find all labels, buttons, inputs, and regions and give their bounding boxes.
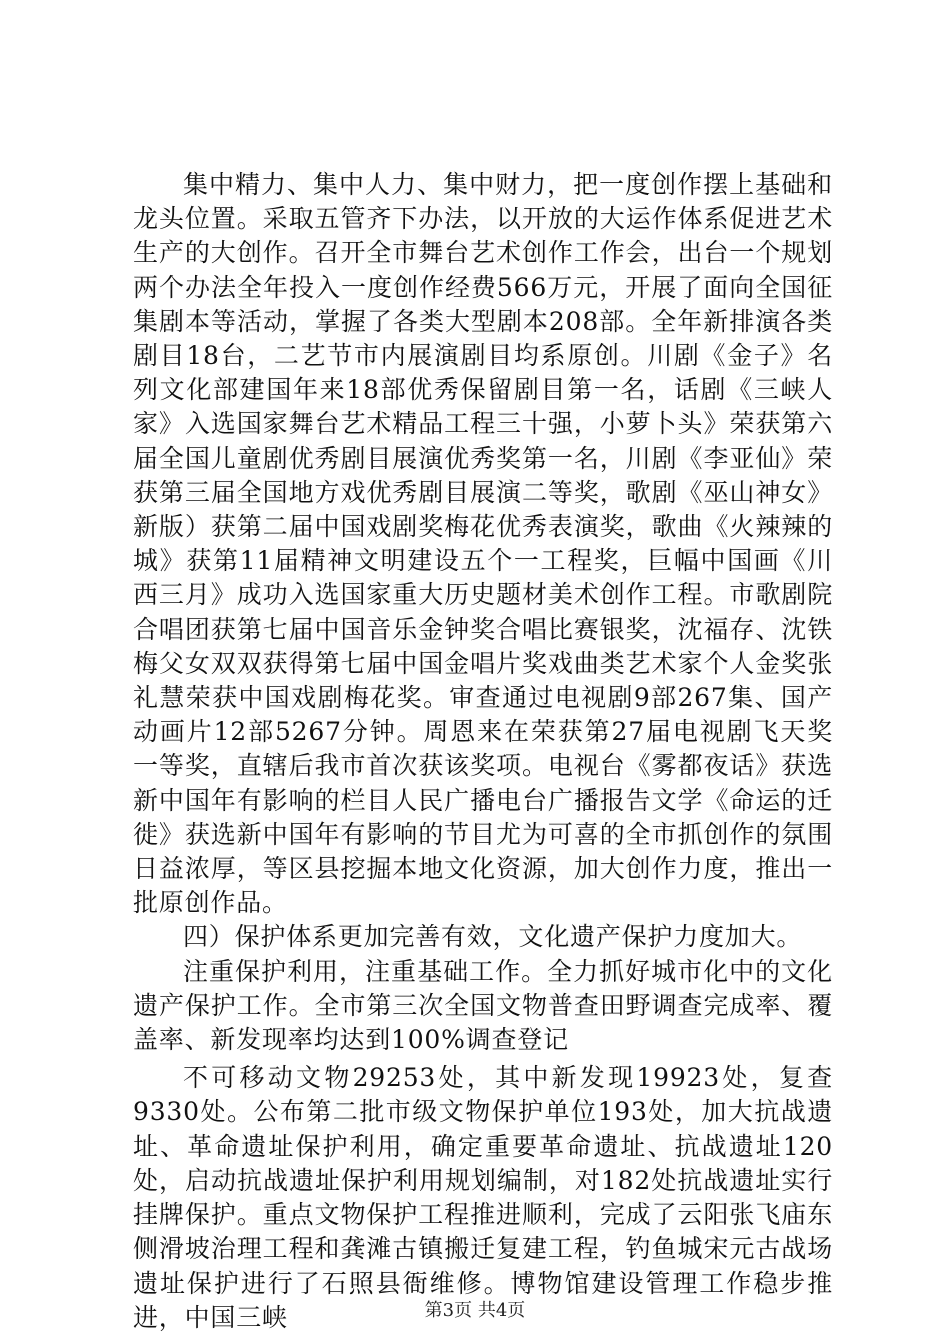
paragraph-heritage-survey: 注重保护利用，注重基础工作。全力抓好城市化中的文化遗产保护工作。全市第三次全国文物普查田野调查完成率、覆盖率、新发现率均达到100%调查登记 — [133, 956, 833, 1055]
paragraph-immovable-relics: 不可移动文物29253处，其中新发现19923处，复查9330处。公布第二批市级文物保护单位193处，加大抗战遗址、革命遗址保护利用，确定重要革命遗址、抗战遗址120处，启动抗战遗址保护利用规划编制，对182处抗战遗址实行挂牌保护。重点文物保护工程推进顺利，完成了云阳张飞庙东侧滑坡治理工程和龚滩古镇搬迁复建工程，钓鱼城宋元古战场遗址保护进行了石照县衙维修。博物馆建设管理工作稳步推进，中国三峡 — [133, 1063, 833, 1332]
page-footer: 第3页 共4页 — [424, 1300, 526, 1321]
paragraph-heading-protection: 四）保护体系更加完善有效，文化遗产保护力度加大。 — [183, 922, 803, 952]
paragraph-creation: 集中精力、集中人力、集中财力，把一度创作摆上基础和龙头位置。采取五管齐下办法，以开放的大运作体系促进艺术生产的大创作。召开全市舞台艺术创作工作会，出台一个规划两个办法全年投入一度创作经费566万元，开展了面向全国征集剧本等活动，掌握了各类大型剧本208部。全年新排演各类剧目18台，二艺节市内展演剧目均系原创。川剧《金子》名列文化部建国年来18部优秀保留剧目第一名，话剧《三峡人家》入选国家舞台艺术精品工程三十强，小萝卜头》荣获第六届全国儿童剧优秀剧目展演优秀奖第一名，川剧《李亚仙》荣获第三届全国地方戏优秀剧目展演二等奖，歌剧《巫山神女》新版）获第二届中国戏剧奖梅花优秀表演奖，歌曲《火辣辣的城》获第11届精神文明建设五个一工程奖，巨幅中国画《川西三月》成功入选国家重大历史题材美术创作工程。市歌剧院合唱团获第七届中国音乐金钟奖合唱比赛银奖，沈福存、沈铁梅父女双双获得第七届中国金唱片奖戏曲类艺术家个人金奖张礼慧荣获中国戏剧梅花奖。审查通过电视剧9部267集、国产动画片12部5267分钟。周恩来在荣获第27届电视剧飞天奖一等奖，直辖后我市首次获该奖项。电视台《雾都夜话》获选新中国年有影响的栏目人民广播电台广播报告文学《命运的迁徙》获选新中国年有影响的节目尤为可喜的全市抓创作的氛围日益浓厚，等区县挖掘本地文化资源，加大创作力度，推出一批原创作品。 — [133, 170, 833, 918]
body-text — [133, 168, 833, 1335]
